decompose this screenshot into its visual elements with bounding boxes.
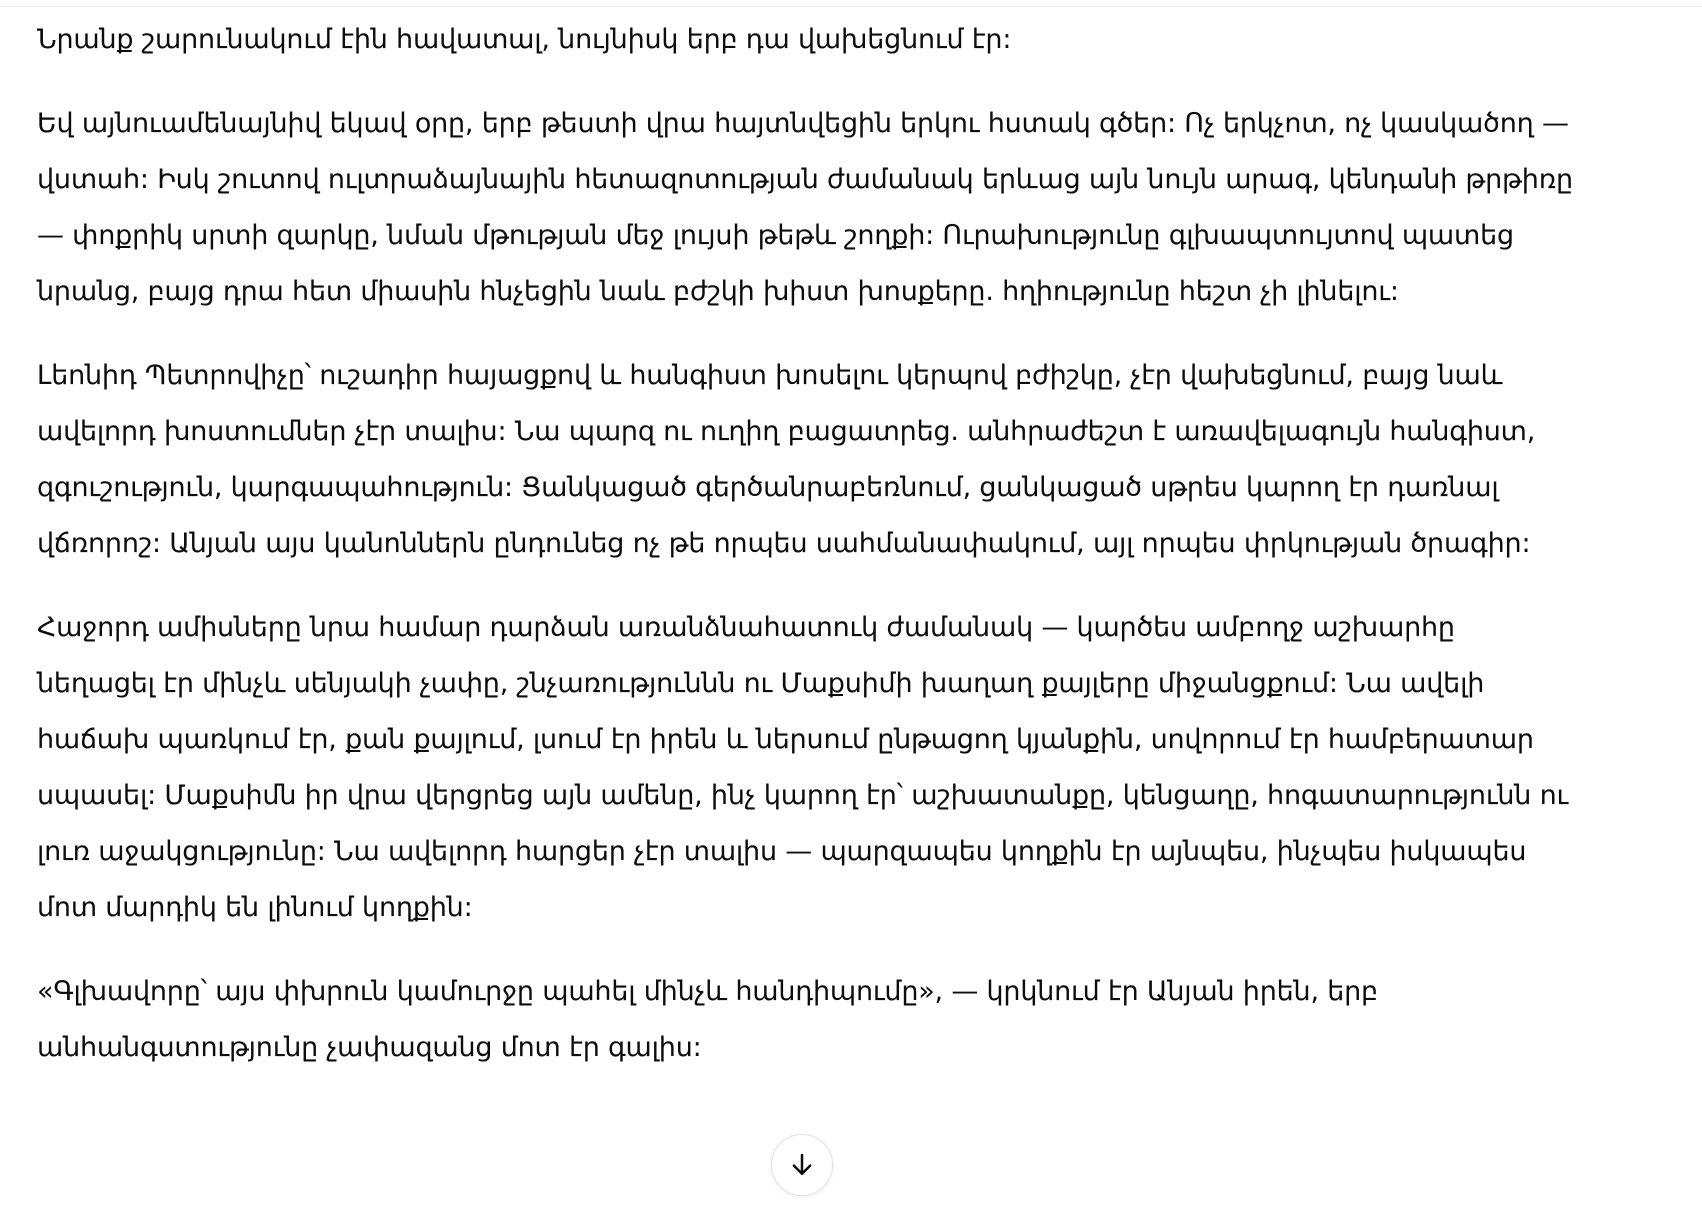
- message-paragraph-3: Լեոնիդ Պետրովիչը՝ ուշադիր հայացքով և հանգիստ խոսելու կերպով բժիշկը, չէր վախեցնում, բայց նաև ավելորդ խոստումներ չէր տալիս: Նա պարզ ու ուղիղ բացատրեց. անհրաժեշտ է առավելագույն հանգիստ, զգուշություն, կարգապահություն: Ցանկացած գերծանրաբեռնում, ցանկացած սթրես կարող էր դառնալ վճռորոշ: Անյան այս կանոններն ընդունեց ոչ թե որպես սահմանափակում, այլ որպես փրկության ծրագիր:: [37, 360, 1536, 559]
- assistant-message: [37, 12, 1577, 1076]
- message-paragraph-2: Եվ այնուամենայնիվ եկավ օրը, երբ թեստի վրա հայտնվեցին երկու հստակ գծեր: Ոչ երկչոտ, ոչ կասկածող — վստահ: Իսկ շուտով ուլտրաձայնային հետազոտության ժամանակ երևաց այն նույն արագ, կենդանի թրթիռը — փոքրիկ սրտի զարկը, նման մթության մեջ լույսի թեթև շողքի: Ուրախությունը գլխապտույտով պատեց նրանց, բայց դրա հետ միասին հնչեցին նաև բժշկի խիստ խոսքերը. հղիությունը հեշտ չի լինելու:: [37, 108, 1573, 307]
- message-paragraph-5: «Գլխավորը՝ այս փխրուն կամուրջը պահել մինչև հանդիպումը», — կրկնում էր Անյան իրեն, երբ անհանգստությունը չափազանց մոտ էր գալիս:: [37, 976, 1378, 1063]
- arrow-down-icon: [787, 1150, 817, 1180]
- top-divider: [0, 6, 1702, 7]
- message-paragraph-4: Հաջորդ ամիսները նրա համար դարձան առանձնահատուկ ժամանակ — կարծես ամբողջ աշխարհը նեղացել էր մինչև սենյակի չափը, շնչառություննն ու Մաքսիմի խաղաղ քայլերը միջանցքում: Նա ավելի հաճախ պառկում էր, քան քայլում, լսում էր իրեն և ներսում ընթացող կյանքին, սովորում էր համբերատար սպասել: Մաքսիմն իր վրա վերցրեց այն ամենը, ինչ կարող էր՝ աշխատանքը, կենցաղը, հոգատարությունն ու լուռ աջակցությունը: Նա ավելորդ հարցեր չէր տալիս — պարզապես կողքին էր այնպես, ինչպես իսկապես մոտ մարդիկ են լինում կողքին:: [37, 612, 1569, 923]
- scroll-to-bottom-button[interactable]: [771, 1134, 833, 1196]
- message-paragraph-1: Նրանք շարունակում էին հավատալ, նույնիսկ երբ դա վախեցնում էր:: [37, 24, 1012, 55]
